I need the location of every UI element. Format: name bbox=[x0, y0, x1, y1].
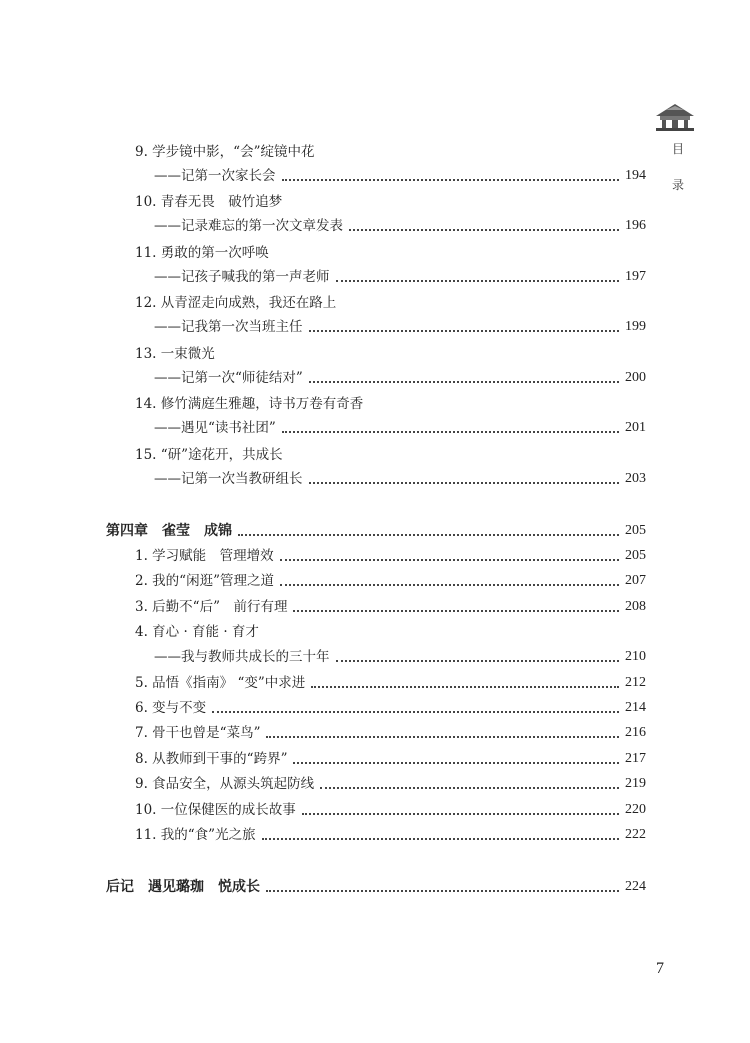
leader-dots bbox=[293, 762, 619, 764]
toc-entry-label: ——遇见“读书社团” bbox=[154, 420, 276, 436]
toc-entry-row bbox=[154, 364, 646, 386]
toc-page-number: 199 bbox=[625, 319, 646, 334]
toc-page-number: 224 bbox=[625, 879, 646, 894]
leader-dots bbox=[320, 787, 619, 789]
toc-page-number: 196 bbox=[625, 218, 646, 233]
toc-entry-label: 1. 学习赋能 管理增效 bbox=[135, 548, 274, 564]
toc-entry-row bbox=[135, 719, 646, 741]
leader-dots bbox=[266, 890, 619, 892]
toc-entry-label: ——记第一次“师徒结对” bbox=[154, 370, 303, 386]
leader-dots bbox=[212, 711, 619, 713]
leader-dots bbox=[280, 584, 619, 586]
leader-dots bbox=[336, 280, 620, 282]
toc-page-number: 203 bbox=[625, 471, 646, 486]
toc-entry-label: ——记第一次家长会 bbox=[154, 168, 276, 184]
toc-entry-label: 2. 我的“闲逛”管理之道 bbox=[135, 573, 274, 589]
toc-entry-label: 12. 从青涩走向成熟，我还在路上 bbox=[135, 295, 337, 311]
toc-entry-row bbox=[154, 313, 646, 335]
toc-page-number: 210 bbox=[625, 649, 646, 664]
toc-page-number: 205 bbox=[625, 548, 646, 563]
page-number: 7 bbox=[656, 960, 664, 977]
toc-entry-row bbox=[135, 821, 646, 843]
toc-page-number: 216 bbox=[625, 725, 646, 740]
toc-entry-row bbox=[135, 390, 646, 412]
leader-dots bbox=[238, 534, 619, 536]
toc-entry-row bbox=[135, 694, 646, 716]
toc-chapter-row bbox=[106, 517, 646, 539]
toc-entry-label: 10. 青春无畏 破竹追梦 bbox=[135, 194, 283, 210]
toc-entry-row bbox=[135, 542, 646, 564]
leader-dots bbox=[280, 559, 619, 561]
toc-page-number: 222 bbox=[625, 827, 646, 842]
toc-entry-label: 5. 品悟《指南》 “变”中求进 bbox=[135, 675, 306, 691]
building-emblem-icon bbox=[652, 100, 698, 134]
toc-page-number: 205 bbox=[625, 523, 646, 538]
toc-page-number: 207 bbox=[625, 573, 646, 588]
toc-entry-row bbox=[135, 745, 646, 767]
toc-entry-row bbox=[154, 643, 646, 665]
toc-entry-label: 4. 育心 · 育能 · 育才 bbox=[135, 624, 259, 640]
toc-entry-label: ——记我第一次当班主任 bbox=[154, 319, 303, 335]
toc-entry-row bbox=[135, 340, 646, 362]
toc-entry-label: 7. 骨干也曾是“菜鸟” bbox=[135, 725, 261, 741]
toc-entry-row bbox=[154, 465, 646, 487]
leader-dots bbox=[309, 330, 620, 332]
side-tab-char-lu: 录 bbox=[672, 178, 685, 192]
toc-page-number: 214 bbox=[625, 700, 646, 715]
leader-dots bbox=[293, 610, 619, 612]
toc-entry-label: 15. “研”途花开，共成长 bbox=[135, 447, 283, 463]
toc-entry-row bbox=[135, 441, 646, 463]
toc-entry-row bbox=[135, 289, 646, 311]
toc-entry-label: 6. 变与不变 bbox=[135, 700, 207, 716]
toc-entry-label: 11. 我的“食”光之旅 bbox=[135, 827, 256, 843]
leader-dots bbox=[266, 736, 619, 738]
toc-page-number: 197 bbox=[625, 269, 646, 284]
toc-entry-label: 后记 遇见璐珈 悦成长 bbox=[106, 879, 260, 895]
leader-dots bbox=[309, 381, 619, 383]
toc-entry-label: 第四章 雀莹 成锦 bbox=[106, 523, 232, 539]
toc-entry-row bbox=[135, 239, 646, 261]
toc-entry-row bbox=[135, 669, 646, 691]
leader-dots bbox=[282, 179, 620, 181]
toc-entry-label: 8. 从教师到干事的“跨界” bbox=[135, 751, 288, 767]
toc-entry-row bbox=[135, 567, 646, 589]
toc-entry-label: ——记录难忘的第一次文章发表 bbox=[154, 218, 343, 234]
toc-entry-row bbox=[135, 618, 646, 640]
leader-dots bbox=[302, 813, 619, 815]
toc-entry-label: 9. 食品安全，从源头筑起防线 bbox=[135, 776, 315, 792]
toc-page-number: 219 bbox=[625, 776, 646, 791]
leader-dots bbox=[336, 660, 620, 662]
toc-page-number: 212 bbox=[625, 675, 646, 690]
toc-entry-label: 9. 学步镜中影，“会”绽镜中花 bbox=[135, 144, 315, 160]
toc-entry-row bbox=[154, 162, 646, 184]
side-tab-char-mu: 目 bbox=[672, 142, 685, 156]
toc-entry-row bbox=[135, 138, 646, 160]
toc-page-number: 200 bbox=[625, 370, 646, 385]
toc-entry-label: ——记第一次当教研组长 bbox=[154, 471, 303, 487]
toc-entry-label: 14. 修竹满庭生雅趣，诗书万卷有奇香 bbox=[135, 396, 364, 412]
leader-dots bbox=[311, 686, 619, 688]
toc-entry-label: 3. 后勤不“后” 前行有理 bbox=[135, 599, 288, 615]
leader-dots bbox=[349, 229, 619, 231]
leader-dots bbox=[309, 482, 620, 484]
leader-dots bbox=[282, 431, 619, 433]
toc-entry-row bbox=[154, 263, 646, 285]
toc-entry-label: ——我与教师共成长的三十年 bbox=[154, 649, 330, 665]
toc-entry-label: 13. 一束微光 bbox=[135, 346, 215, 362]
toc-page-number: 217 bbox=[625, 751, 646, 766]
toc-page-number: 201 bbox=[625, 420, 646, 435]
toc-entry-row bbox=[135, 770, 646, 792]
leader-dots bbox=[262, 838, 619, 840]
toc-page-number: 208 bbox=[625, 599, 646, 614]
toc-entry-row bbox=[154, 414, 646, 436]
toc-entry-label: ——记孩子喊我的第一声老师 bbox=[154, 269, 330, 285]
toc-entry-row bbox=[135, 593, 646, 615]
toc-entry-label: 10. 一位保健医的成长故事 bbox=[135, 802, 296, 818]
toc-page-number: 220 bbox=[625, 802, 646, 817]
toc-entry-row bbox=[135, 188, 646, 210]
toc-entry-label: 11. 勇敢的第一次呼唤 bbox=[135, 245, 269, 261]
toc-chapter-row bbox=[106, 873, 646, 895]
toc-page-number: 194 bbox=[625, 168, 646, 183]
toc-entry-row bbox=[154, 212, 646, 234]
toc-entry-row bbox=[135, 796, 646, 818]
